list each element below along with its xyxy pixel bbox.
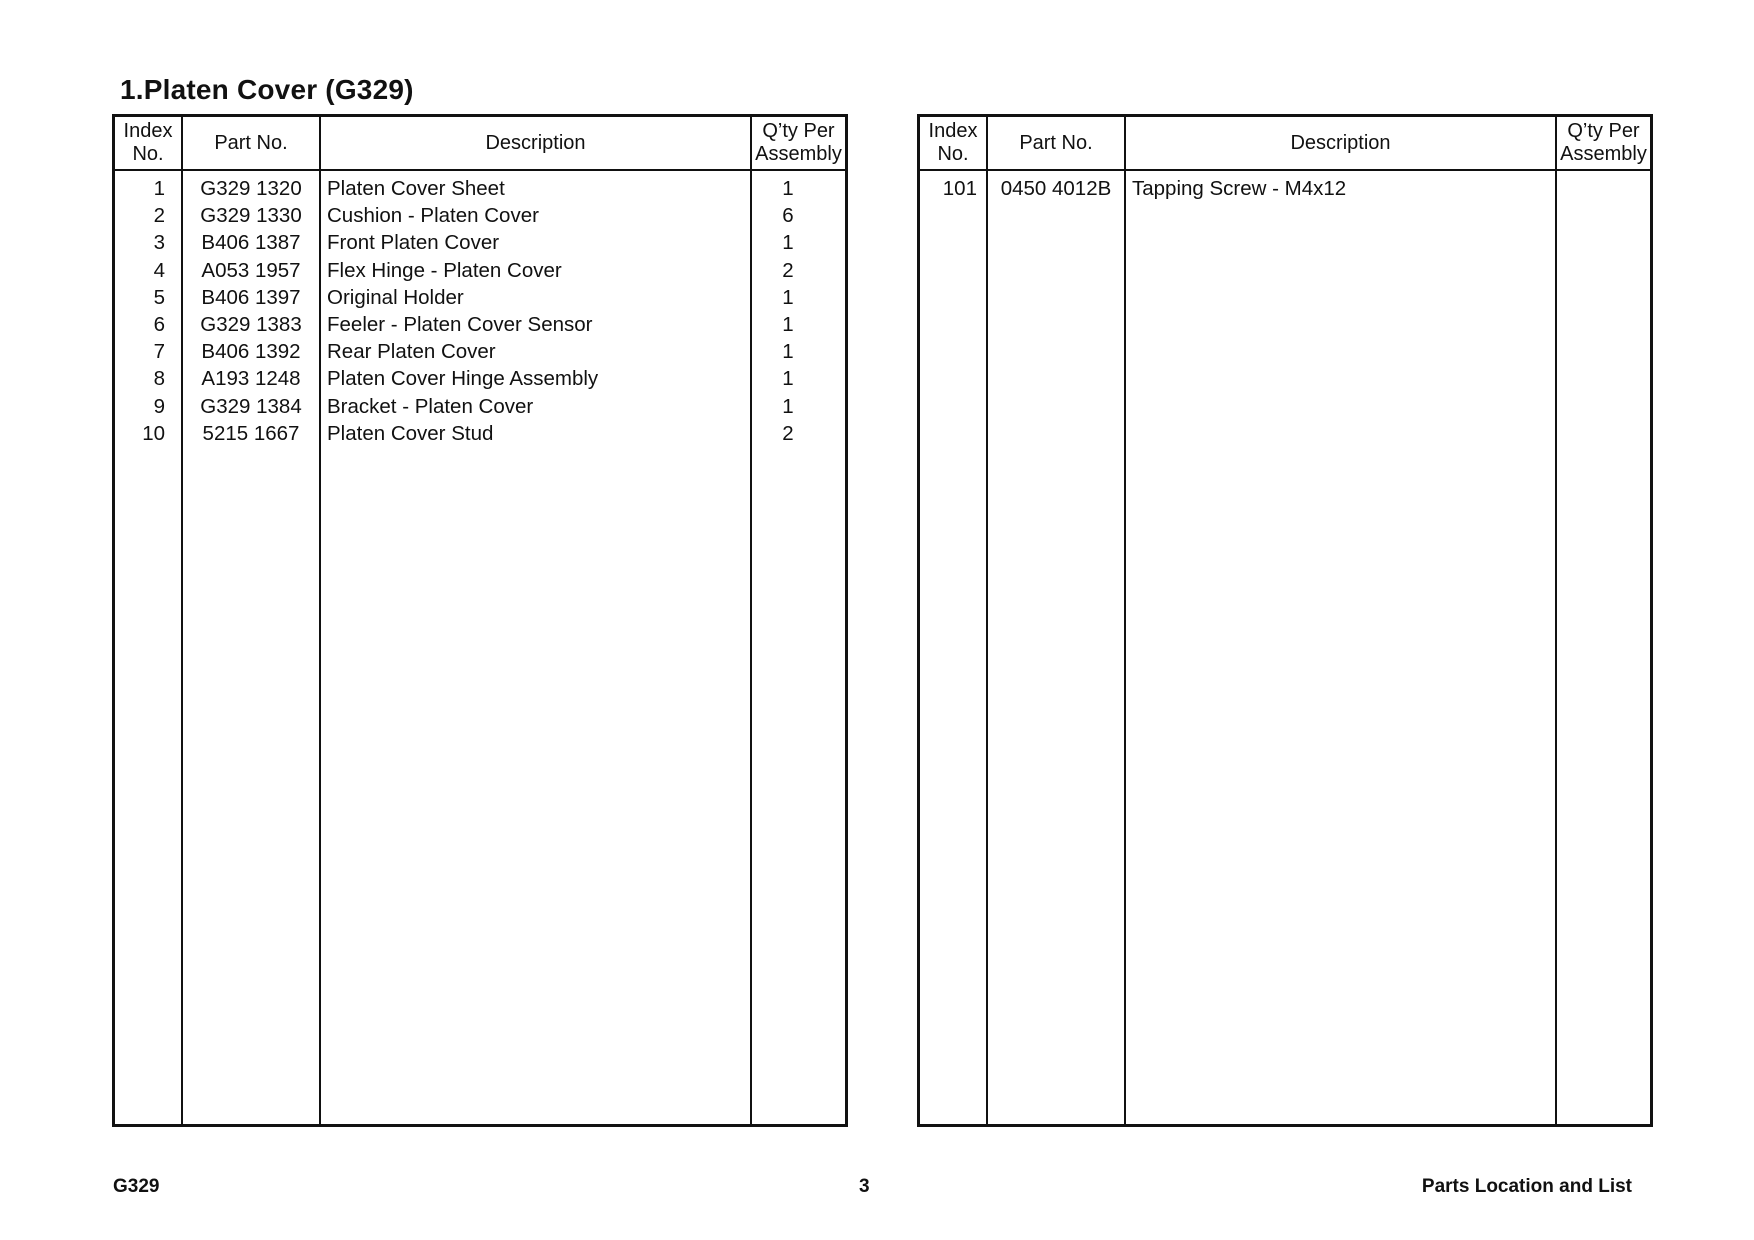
table-row (115, 175, 845, 202)
table-row (115, 393, 845, 420)
description-cell: Front Platen Cover (327, 231, 500, 255)
column-divider (1124, 117, 1126, 1124)
part-no-cell: G329 1320 (200, 177, 302, 200)
table-row (115, 311, 845, 338)
index-cell: 10 (142, 421, 165, 445)
qty-cell: 1 (782, 312, 794, 336)
header-index-line1: Index (123, 120, 173, 142)
qty-cell: 1 (782, 340, 794, 364)
page-title: 1.Platen Cover (G329) (120, 74, 414, 105)
qty-cell: 2 (782, 421, 794, 445)
qty-cell: 1 (782, 177, 794, 200)
qty-cell: 2 (782, 258, 794, 282)
parts-table-right (917, 114, 1653, 1127)
part-no-cell: 0450 4012B (1000, 177, 1112, 200)
part-no-cell: B406 1392 (201, 340, 301, 364)
part-no-cell: G329 1330 (200, 204, 302, 228)
index-cell: 101 (942, 177, 977, 200)
footer-model: G329 (113, 1176, 160, 1197)
part-no-cell: A053 1957 (201, 258, 301, 282)
description-cell: Platen Cover Sheet (327, 177, 505, 200)
index-cell: 9 (153, 394, 165, 418)
index-cell: 6 (153, 312, 165, 336)
index-cell: 3 (153, 231, 165, 255)
description-cell: Original Holder (327, 285, 464, 309)
header-qty-line1: Q’ty Per (1567, 120, 1640, 142)
header-qty (752, 117, 845, 169)
table-row (920, 175, 1650, 202)
index-cell: 8 (153, 367, 165, 391)
header-qty-line2: Assembly (1560, 143, 1647, 165)
table-body-left (115, 175, 845, 447)
table-row (115, 284, 845, 311)
index-cell: 7 (153, 340, 165, 364)
table-row (115, 338, 845, 365)
header-index-line2: No. (937, 143, 969, 165)
footer-page-number: 3 (859, 1176, 870, 1197)
table-row (115, 202, 845, 229)
index-cell: 4 (153, 258, 165, 282)
table-body-right (920, 175, 1650, 202)
qty-cell: 1 (782, 367, 794, 391)
qty-cell: 6 (782, 204, 794, 228)
footer-section-title: Parts Location and List (1421, 1176, 1632, 1197)
table-row (115, 257, 845, 284)
index-cell: 1 (153, 177, 165, 200)
description-cell: Cushion - Platen Cover (327, 204, 539, 228)
description-cell: Bracket - Platen Cover (327, 394, 534, 418)
parts-table-left (112, 114, 848, 1127)
table-row (115, 420, 845, 447)
qty-cell: 1 (782, 394, 794, 418)
description-cell: Rear Platen Cover (327, 340, 496, 364)
header-divider (115, 169, 845, 171)
header-description: Description (485, 131, 586, 154)
header-divider (920, 169, 1650, 171)
description-cell: Platen Cover Hinge Assembly (327, 367, 599, 391)
header-index (115, 117, 181, 169)
column-divider (1555, 117, 1557, 1124)
header-index (920, 117, 986, 169)
part-no-cell: B406 1387 (201, 231, 301, 255)
header-qty-line1: Q’ty Per (762, 120, 835, 142)
part-no-cell: B406 1397 (201, 285, 301, 309)
table-row (115, 365, 845, 392)
header-qty (1557, 117, 1650, 169)
part-no-cell: A193 1248 (201, 367, 301, 391)
header-part-no: Part No. (1019, 131, 1093, 154)
qty-cell: 1 (782, 285, 794, 309)
description-cell: Feeler - Platen Cover Sensor (327, 312, 593, 336)
part-no-cell: G329 1383 (200, 312, 302, 336)
header-qty-line2: Assembly (755, 143, 842, 165)
column-divider (986, 117, 988, 1124)
header-description: Description (1290, 131, 1391, 154)
index-cell: 5 (153, 285, 165, 309)
header-part-no: Part No. (214, 131, 288, 154)
header-index-line1: Index (928, 120, 978, 142)
part-no-cell: G329 1384 (200, 394, 302, 418)
index-cell: 2 (153, 204, 165, 228)
description-cell: Tapping Screw - M4x12 (1132, 177, 1347, 200)
table-row (115, 229, 845, 256)
description-cell: Platen Cover Stud (327, 421, 494, 445)
header-index-line2: No. (132, 143, 164, 165)
description-cell: Flex Hinge - Platen Cover (327, 258, 562, 282)
part-no-cell: 5215 1667 (202, 421, 300, 445)
qty-cell: 1 (782, 231, 794, 255)
